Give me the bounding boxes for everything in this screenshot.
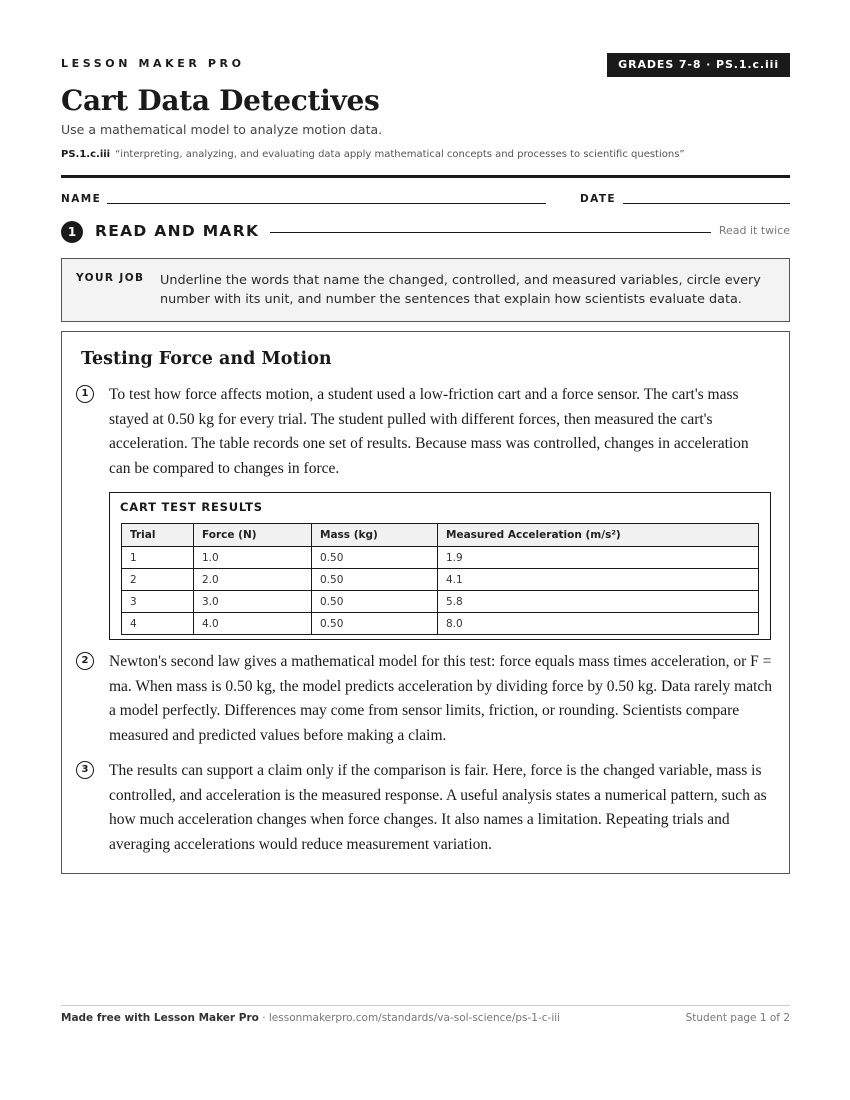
table-cell: 5.8 <box>438 591 759 613</box>
page-indicator: Student page 1 of 2 <box>685 1012 790 1024</box>
table-cell: 3.0 <box>194 591 312 613</box>
table-row <box>122 591 759 613</box>
table-header-row <box>122 524 759 547</box>
table-cell: 0.50 <box>312 591 438 613</box>
paragraph-number: 1 <box>76 385 94 403</box>
column-header: Mass (kg) <box>312 524 438 547</box>
section-hint: Read it twice <box>718 224 790 237</box>
date-label: DATE <box>580 193 616 205</box>
grade-badge: GRADES 7-8 · PS.1.c.iii <box>607 53 790 77</box>
column-header: Force (N) <box>194 524 312 547</box>
paragraph-text: The results can support a claim only if the comparison is fair. Here, force is the changed variable, mass is controlled, and acceleration is the measured response. A useful analysis states a numerical pattern, such as how much acceleration changes when force changes. It also names a limitation. Repeating trials and averaging accelerations would reduce measurement variation. <box>109 762 767 853</box>
table-cell: 4.1 <box>438 569 759 591</box>
table-cell: 1.0 <box>194 547 312 569</box>
table-cell: 2.0 <box>194 569 312 591</box>
date-field[interactable] <box>623 203 790 204</box>
page-title: Cart Data Detectives <box>61 84 380 117</box>
job-instructions-box <box>61 258 790 322</box>
table-cell: 3 <box>122 591 194 613</box>
brand-name: LESSON MAKER PRO <box>61 57 245 70</box>
table-cell: 1.9 <box>438 547 759 569</box>
worksheet-page <box>61 0 790 1100</box>
footer-credit <box>61 1012 560 1024</box>
paragraph-text: Newton's second law gives a mathematical model for this test: force equals mass times acceleration, or F = ma. When mass is 0.50 kg, the model predicts acceleration by dividing force by 0.50 kg. Data rarely match a model perfectly. Differences may come from sensor limits, friction, or rounding. Scientists compare measured and predicted values before making a claim. <box>109 653 773 744</box>
table-title: CART TEST RESULTS <box>120 500 263 514</box>
table-cell: 0.50 <box>312 547 438 569</box>
column-header: Trial <box>122 524 194 547</box>
table-cell: 0.50 <box>312 613 438 635</box>
paragraph-number: 3 <box>76 761 94 779</box>
standard-code: PS.1.c.iii <box>61 149 111 160</box>
footer-url[interactable]: · lessonmakerpro.com/standards/va-sol-science/ps-1-c-iii <box>262 1012 561 1024</box>
section-title: READ AND MARK <box>95 222 260 240</box>
header-divider <box>61 175 790 178</box>
standard-text: “interpreting, analyzing, and evaluating data apply mathematical concepts and processes to scientific questions” <box>115 149 685 160</box>
footer-made-with: Made free with Lesson Maker Pro <box>61 1012 259 1024</box>
table-cell: 1 <box>122 547 194 569</box>
table-cell: 4 <box>122 613 194 635</box>
table-cell: 2 <box>122 569 194 591</box>
name-field[interactable] <box>107 203 546 204</box>
table-row <box>122 547 759 569</box>
table-row <box>122 613 759 635</box>
job-label: YOUR JOB <box>76 272 145 284</box>
table-cell: 0.50 <box>312 569 438 591</box>
passage-title: Testing Force and Motion <box>81 349 332 369</box>
table-cell: 8.0 <box>438 613 759 635</box>
paragraph-text: To test how force affects motion, a student used a low-friction cart and a force sensor. The cart's mass stayed at 0.50 kg for every trial. The student pulled with different forces, then measured the cart's acceleration. The table records one set of results. Because mass was controlled, changes in acceleration can be compared to changes in force. <box>109 386 749 477</box>
standard-line <box>61 149 685 160</box>
reading-passage <box>61 331 790 874</box>
footer-divider <box>61 1005 790 1006</box>
results-table <box>121 523 759 635</box>
results-table-box <box>109 492 771 640</box>
table-cell: 4.0 <box>194 613 312 635</box>
name-label: NAME <box>61 193 102 205</box>
section-divider <box>270 232 711 233</box>
job-text: Underline the words that name the changed, controlled, and measured variables, circle every number with its unit, and number the sentences that explain how scientists evaluate data. <box>160 273 761 307</box>
column-header: Measured Acceleration (m/s²) <box>438 524 759 547</box>
section-number-badge: 1 <box>61 221 83 243</box>
page-subtitle: Use a mathematical model to analyze motion data. <box>61 122 383 137</box>
table-row <box>122 569 759 591</box>
paragraph-number: 2 <box>76 652 94 670</box>
